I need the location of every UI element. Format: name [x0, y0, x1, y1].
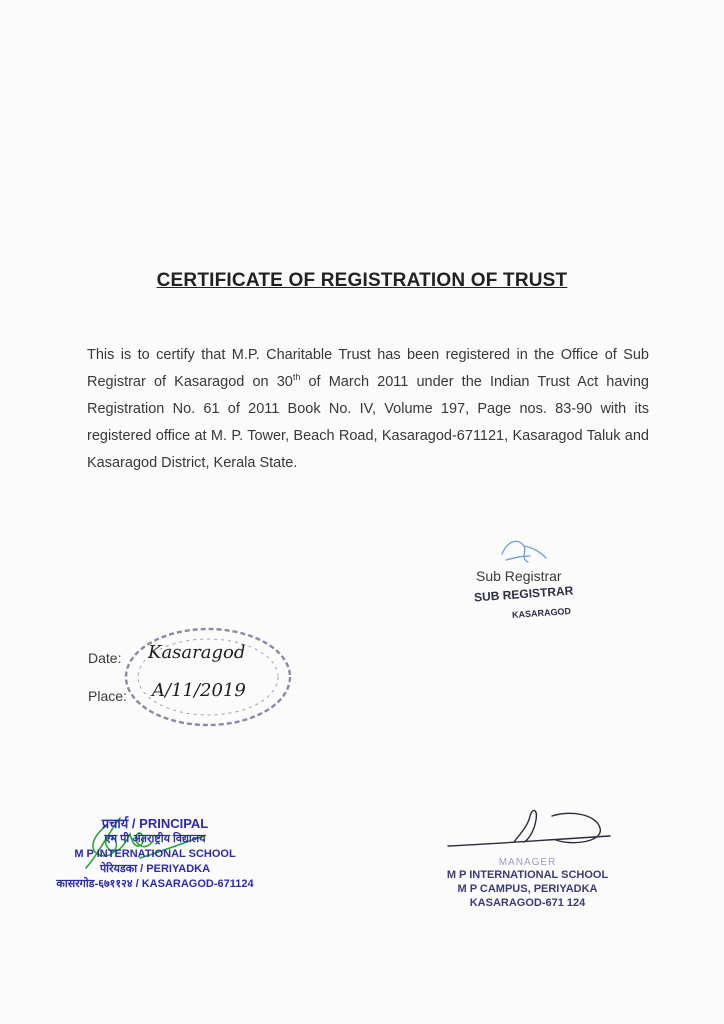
certificate-body	[87, 342, 649, 477]
date-label: Date:	[88, 650, 122, 666]
principal-stamp-line1: प्रचार्य / PRINCIPAL	[101, 816, 209, 831]
principal-stamp-line3: M P INTERNATIONAL SCHOOL	[74, 848, 236, 860]
sub-registrar-title: Sub Registrar	[476, 568, 562, 584]
body-text-part1: This is to certify that M.P. Charitable Trust has been registered in the Office of Sub Registrar of Kasaragod on 30	[87, 347, 649, 390]
certificate-title: CERTIFICATE OF REGISTRATION OF TRUST	[156, 270, 568, 291]
oval-seal-stamp	[122, 625, 294, 729]
handwritten-place: Kasaragod	[148, 642, 246, 663]
manager-signature	[444, 806, 614, 856]
body-text-part2: of March 2011 under the Indian Trust Act having Registration No. 61 of 2011 Book No. IV, Volume 197, Page nos. 83-90 with its registered office at M. P. Tower, Beach Road, Kasaragod-671121, Kasaragod Taluk and Kasaragod District, Kerala State.	[87, 374, 649, 471]
principal-stamp-line4: पेरियडका / PERIYADKA	[99, 863, 211, 875]
manager-stamp-line2: M P INTERNATIONAL SCHOOL	[446, 869, 609, 881]
sub-registrar-block	[474, 540, 674, 630]
sub-registrar-signature	[494, 534, 554, 570]
principal-stamp-line2: एम पी अंतराष्ट्रीय विद्यालय	[104, 833, 206, 845]
principal-stamp	[20, 815, 290, 892]
principal-stamp-line5: कासरगोड-६७११२४ / KASARAGOD-671124	[56, 878, 254, 890]
body-text-superscript: th	[292, 372, 301, 383]
manager-stamp	[440, 857, 615, 910]
sub-registrar-stamp: SUB REGISTRAR	[473, 583, 574, 605]
sub-registrar-stamp-place: KASARAGOD	[511, 605, 572, 621]
handwritten-date: A/11/2019	[152, 680, 246, 701]
manager-stamp-line1: MANAGER	[498, 857, 557, 868]
manager-stamp-line3: M P CAMPUS, PERIYADKA	[457, 883, 598, 895]
manager-stamp-line4: KASARAGOD-671 124	[469, 897, 586, 909]
place-label: Place:	[88, 688, 127, 704]
